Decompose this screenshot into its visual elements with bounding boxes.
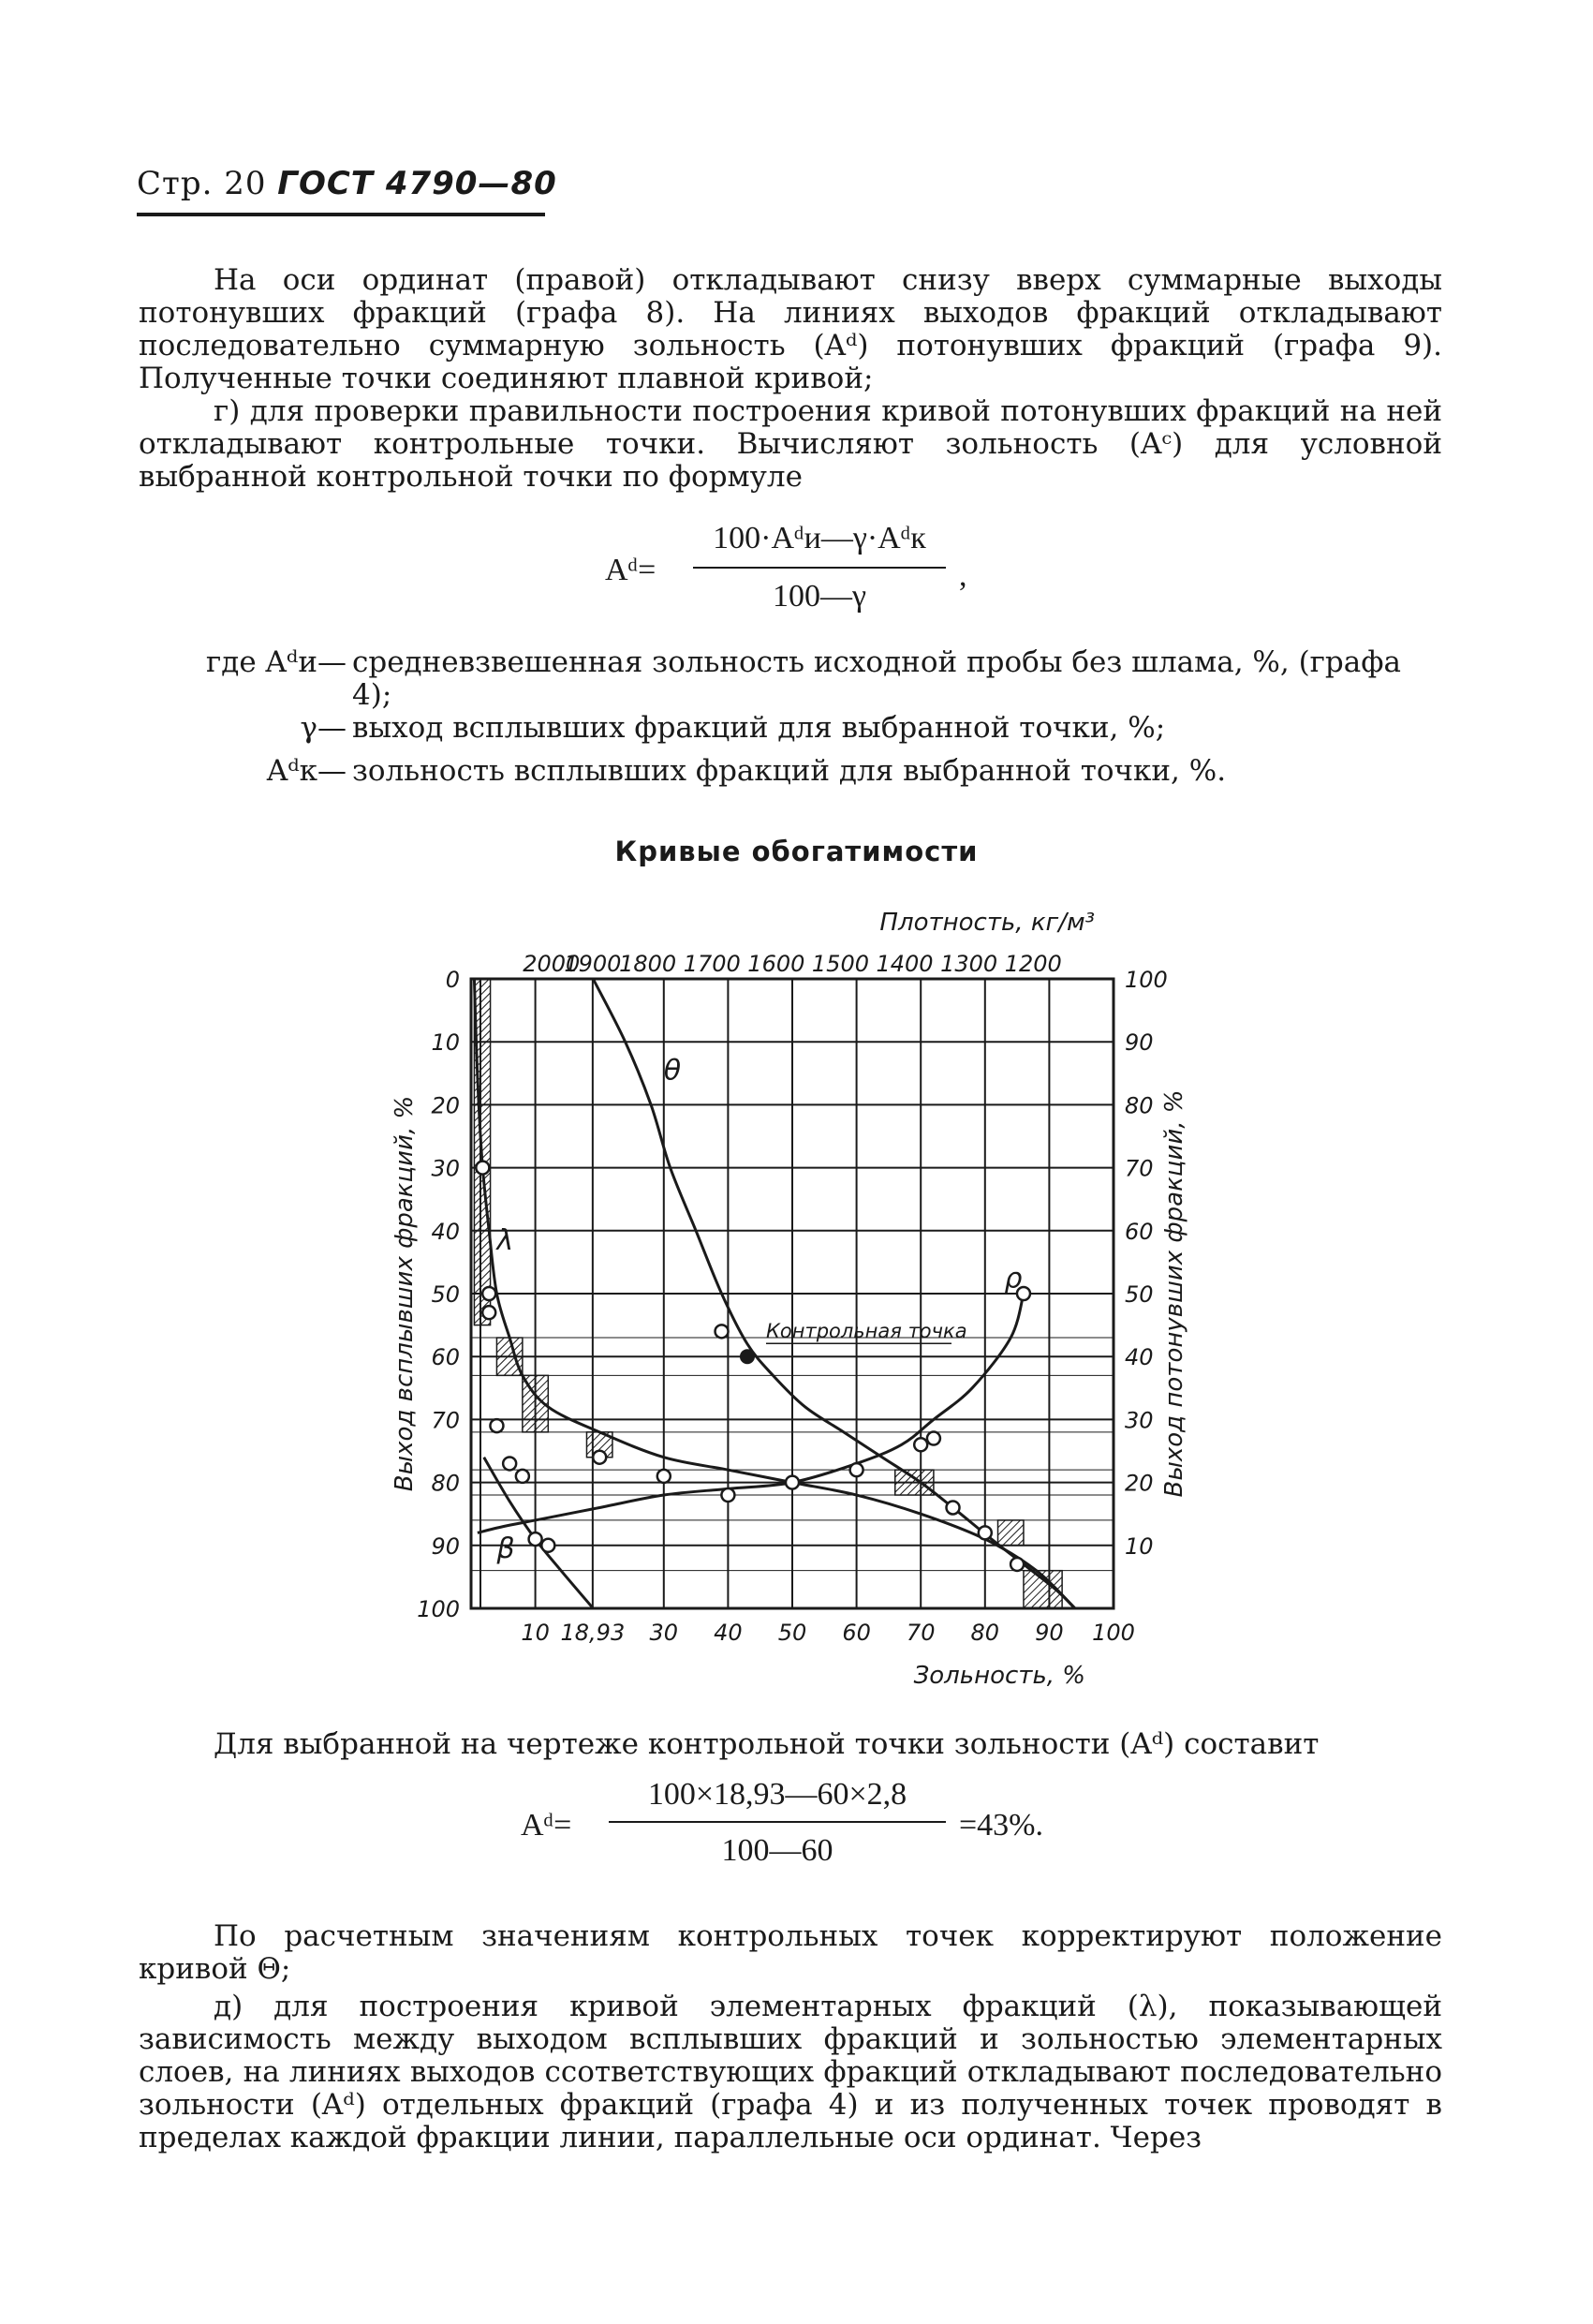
right-tick-label: 70 [1125,1155,1154,1182]
x-tick-label: 10 [521,1620,550,1646]
formula-2-numerator: 100×18,93—60×2,8 [647,1777,907,1812]
x-tick-label: 60 [842,1620,871,1646]
hatch-stroke [474,1233,490,1249]
data-point-marker [1010,1558,1024,1571]
right-axis-title: Выход потонувших фракций, % [1160,1089,1188,1498]
top-axis-title: Плотность, кг/м³ [879,909,1095,937]
left-tick-label: 20 [431,1092,460,1119]
hatch-stroke [474,993,490,1009]
data-point-marker [482,1306,495,1319]
top-tick-label: 1400 [876,951,934,977]
top-tick-label: 1500 [811,951,869,977]
data-point-marker [715,1325,729,1338]
formula-1-tail: , [959,558,967,593]
data-point-marker [914,1438,927,1451]
control-point-annotation: Контрольная точка [765,1320,967,1343]
hatch-stroke [998,1520,1006,1528]
data-point-marker [786,1476,799,1489]
data-point-marker [529,1532,542,1546]
hatch-stroke [474,1270,490,1286]
right-tick-label: 50 [1125,1281,1154,1308]
hatch-stroke [474,1113,490,1129]
paragraph-4: По расчетным значениям контрольных точек корректируют положение кривой Θ; [139,1919,1442,1986]
right-tick-label: 80 [1125,1092,1154,1119]
data-point-marker [927,1432,940,1445]
hatch-stroke [474,1255,490,1271]
chart-labels [391,909,1188,1690]
data-point-marker [490,1419,503,1432]
top-tick-label: 1800 [619,951,677,977]
right-tick-label: 30 [1125,1407,1154,1434]
left-tick-label: 50 [431,1281,460,1308]
x-tick-label: 90 [1035,1620,1064,1646]
x-axis-title: Зольность, % [913,1662,1085,1690]
left-tick-label: 70 [431,1407,460,1434]
formula-2-denominator: 100—60 [721,1833,833,1868]
x-tick-label: 100 [1092,1620,1135,1646]
hatch-stroke [474,1248,490,1264]
top-tick-label: 1200 [1004,951,1062,977]
hatch-block [998,1520,1024,1546]
data-point-marker [657,1470,671,1483]
hatch-stroke [998,1520,1013,1535]
left-tick-label: 60 [431,1344,460,1371]
data-point-marker [979,1526,992,1539]
formula-2-lhs: Aᵈ= [521,1808,572,1843]
chart-title: Кривые обогатимости [614,836,979,867]
hatch-stroke [474,1105,490,1121]
left-tick-label: 100 [417,1596,460,1622]
top-tick-label: 1300 [940,951,998,977]
hatch-stroke [1024,1571,1031,1578]
paragraph-2: г) для проверки правильности построения кривой потонувших фракций на ней откладывают контрольные точки. Вычисляют зольность (Aᶜ) для условной выбранной контрольной точки по формуле [139,394,1442,494]
legend-symbol-gamma: γ— [300,711,347,745]
legend-text-gamma: выход всплывших фракций для выбранной точки, %; [352,711,1166,745]
hatch-stroke [474,979,489,994]
curve-label-β: β [496,1532,515,1566]
hatch-stroke [474,1263,490,1279]
x-tick-label: 30 [649,1620,679,1646]
hatch-stroke [474,1128,490,1144]
hatch-stroke [474,1098,490,1114]
hatch-stroke [474,1240,490,1256]
hatch-stroke [1010,1532,1024,1545]
data-point-marker [482,1287,495,1300]
left-tick-label: 80 [431,1470,460,1497]
legend-text-ai: средневзвешенная зольность исходной пробы без шлама, %, (графа 4); [352,645,1401,712]
legend-symbol-ai: где Aᵈи— [206,645,347,679]
page-number: Стр. 20 [137,165,267,202]
formula-2-fraction-bar [609,1821,946,1823]
formula-2-tail: =43%. [959,1808,1043,1843]
formula-1-numerator: 100·Aᵈи—γ·Aᵈк [713,521,926,555]
data-point-marker [947,1501,960,1514]
x-tick-label: 80 [970,1620,1000,1646]
hatch-stroke [474,985,490,1001]
paragraph-3: Для выбранной на чертеже контрольной точки зольности (Aᵈ) составит [214,1727,1320,1761]
top-tick-label: 2000 [523,951,581,977]
paragraph-1: На оси ординат (правой) откладывают снизу вверх суммарные выходы потонувших фракций (графа 8). На линиях выходов фракций откладывают последовательно суммарную зольность (Aᵈ) потонувших фракций (графа 9). Полученные точки соединяют плавной кривой; [139,263,1442,395]
paragraph-5: д) для построения кривой элементарных фракций (λ), показывающей зависимость между выходом всплывших фракций и зольностью элементарных слоев, на линиях выходов ссответствующих фракций откладывают последовательно зольности (Aᵈ) отдельных фракций (графа 4) и из полученных точек проводят в пределах каждой фракции линии, параллельные оси ординат. Через [139,1990,1442,2154]
hatch-stroke [607,1451,612,1457]
left-tick-label: 90 [431,1532,460,1560]
data-point-marker [516,1470,529,1483]
right-tick-label: 90 [1125,1029,1154,1057]
hatch-stroke [496,1350,522,1375]
chart-markers [476,1162,1030,1571]
data-point-marker [593,1451,606,1464]
standard-code: ГОСТ 4790—80 [277,165,557,202]
x-tick-label: 70 [906,1620,936,1646]
hatch-stroke [474,1120,490,1136]
data-point-marker [541,1539,554,1552]
curve-label-θ: θ [663,1054,682,1088]
hatch-stroke [586,1432,601,1447]
right-tick-label: 20 [1125,1470,1154,1497]
control-point-marker [740,1349,755,1364]
x-tick-label: 40 [714,1620,743,1646]
left-tick-label: 30 [431,1155,460,1182]
hatch-stroke [540,1425,548,1432]
left-axis-title: Выход всплывших фракций, % [391,1095,419,1492]
legend-text-ak: зольность всплывших фракций для выбранной точки, %. [352,754,1227,788]
formula-1-lhs: Aᵈ= [605,553,656,587]
right-tick-label: 100 [1125,967,1168,993]
right-tick-label: 40 [1125,1344,1154,1371]
top-tick-label: 1700 [683,951,741,977]
top-tick-label: 1600 [747,951,805,977]
hatch-stroke [496,1338,504,1345]
x-tick-label: 50 [777,1620,807,1646]
formula-1-denominator: 100—γ [772,579,867,614]
x-tick-label: 18,93 [560,1620,626,1646]
hatch-stroke [474,1180,490,1196]
left-tick-label: 0 [445,967,460,993]
hatch-stroke [474,1188,490,1204]
data-point-marker [476,1162,489,1175]
data-point-marker [721,1488,734,1502]
data-point-marker [850,1463,863,1476]
left-tick-label: 40 [431,1218,460,1245]
right-tick-label: 10 [1125,1532,1154,1560]
curve-label-ρ: ρ [1004,1262,1023,1295]
top-tick-label: 1900 [564,951,622,977]
legend-symbol-ak: Aᵈк— [266,754,347,788]
data-point-marker [503,1457,516,1470]
curve-label-λ: λ [496,1223,514,1257]
right-tick-label: 60 [1125,1218,1154,1245]
left-tick-label: 10 [431,1029,460,1057]
